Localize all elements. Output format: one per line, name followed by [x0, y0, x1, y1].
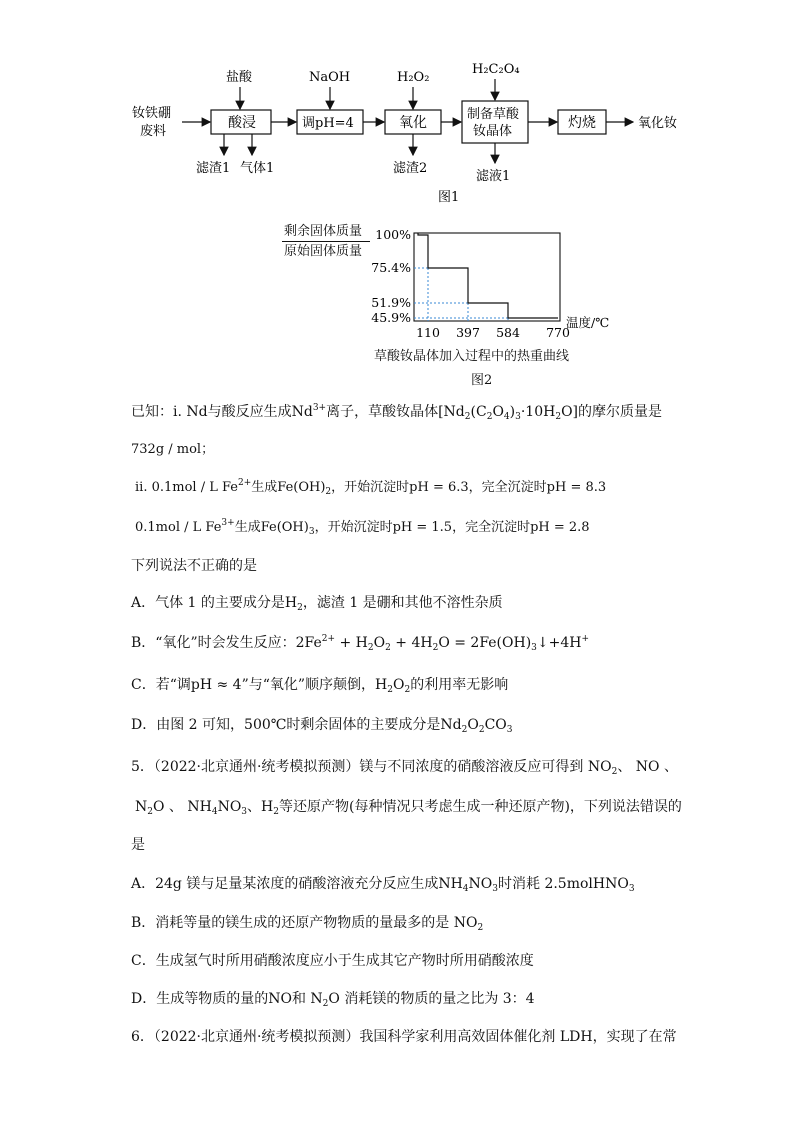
fig2-tg-chart	[360, 225, 650, 345]
fig2-xtick-1: 397	[456, 325, 480, 340]
fig2-curve-title: 草酸钕晶体加入过程中的热重曲线	[374, 349, 570, 364]
q4-option-c: C．若“调pH ≈ 4”与“氧化”顺序颠倒，$H_2O_2$的利用率无影响	[131, 677, 509, 695]
reagent-h2o2: H₂O₂	[397, 70, 430, 85]
fig2-ylabel-fraction-bar	[282, 241, 370, 242]
q5-stem-line2: $N_2O$ 、 $NH_4NO_3$、$H_2$等还原产物(每种情况只考虑生成一种还原产物)，下列说法错误的	[135, 799, 682, 817]
box-calcine-label: 灼烧	[568, 115, 596, 131]
reagent-naoh: NaOH	[309, 70, 351, 85]
q5-option-a: A．24g 镁与足量某浓度的硝酸溶液充分反应生成$NH_4NO_3$时消耗 2.5molHNO$_3$	[131, 876, 635, 894]
known-item-2: ⅱ. 0.1mol / L $Fe^{2+}$生成$Fe(OH)_2$，开始沉淀时pH = 6.3，完全沉淀时pH = 8.3	[135, 478, 607, 497]
q4-option-a: A．气体 1 的主要成分是$H_2$，滤渣 1 是硼和其他不溶性杂质	[131, 595, 503, 613]
fig2-caption: 图2	[471, 373, 493, 388]
figure1-caption: 图1	[438, 190, 460, 205]
fig2-xlabel: 温度/℃	[566, 315, 610, 330]
known-item-1-line2: 732g / mol；	[131, 442, 215, 457]
residue-1: 滤渣1	[196, 161, 231, 176]
box-oxidize-label: 氧化	[399, 115, 427, 131]
box-acid-leach-label: 酸浸	[228, 115, 256, 131]
box-adjust-ph-label: 调pH=4	[302, 116, 354, 131]
q5-stem-line3: 是	[131, 837, 145, 853]
fig2-ytick-2: 51.9%	[371, 295, 411, 310]
q4-option-b: B．“氧化”时会发生反应：$2Fe^{2+} + H_2O_2 + 4H_2O$ = $2Fe(OH)_3↓+4H^+$	[131, 634, 590, 653]
fig2-plot-frame	[414, 233, 560, 321]
fig2-ylabel-denominator: 原始固体质量	[284, 244, 363, 259]
output-product: 氧化钕	[638, 116, 678, 131]
box-prepare-label-1: 制备草酸	[467, 107, 520, 122]
input-label-2: 废料	[140, 124, 167, 139]
fig2-xtick-3: 770	[546, 325, 570, 340]
fig2-xtick-0: 110	[416, 325, 440, 340]
fig2-tg-curve	[418, 233, 558, 318]
q6-stem-line1: 6．（2022·北京通州·统考模拟预测）我国科学家利用高效固体催化剂 LDH，实现了在常	[131, 1029, 677, 1045]
q4-stem: 下列说法不正确的是	[131, 558, 257, 574]
q4-option-d: D．由图 2 可知，500℃时剩余固体的主要成分是$Nd_2O_2CO_3$	[131, 717, 513, 735]
q5-stem-line1: 5．（2022·北京通州·统考模拟预测）镁与不同浓度的硝酸溶液反应可得到 $NO_2$、 NO 、	[131, 759, 678, 777]
residue-2: 滤渣2	[393, 161, 428, 176]
fig2-ytick-1: 75.4%	[371, 260, 411, 275]
q5-option-b: B．消耗等量的镁生成的还原产物物质的量最多的是 $NO_2$	[131, 915, 484, 933]
input-label-1: 钕铁硼	[132, 106, 172, 121]
q5-option-d: D．生成等物质的量的NO和 $N_2O$ 消耗镁的物质的量之比为 3：4	[131, 991, 535, 1009]
fig2-ylabel-numerator: 剩余固体质量	[284, 224, 363, 239]
q5-option-c: C．生成氢气时所用硝酸浓度应小于生成其它产物时所用硝酸浓度	[131, 953, 534, 969]
box-prepare-label-2: 钕晶体	[473, 124, 513, 139]
reagent-hcl: 盐酸	[226, 70, 253, 85]
fig2-ytick-0: 100%	[375, 227, 411, 242]
fig2-ytick-3: 45.9%	[371, 310, 411, 325]
filtrate-1: 滤液1	[476, 169, 511, 184]
fig2-xtick-2: 584	[496, 325, 520, 340]
reagent-h2c2o4: H₂C₂O₄	[472, 62, 520, 77]
known-item-1: 已知：ⅰ. Nd与酸反应生成$Nd^{3+}$离子，草酸钕晶体$[Nd_2(C_2O_4)_3\cdot 10H_2O]$的摩尔质量是	[131, 403, 663, 422]
gas-1: 气体1	[240, 161, 275, 176]
known-item-3: 0.1mol / L $Fe^{3+}$生成$Fe(OH)_3$，开始沉淀时pH = 1.5，完全沉淀时pH = 2.8	[135, 518, 590, 537]
figure1-flow-diagram	[120, 55, 700, 210]
